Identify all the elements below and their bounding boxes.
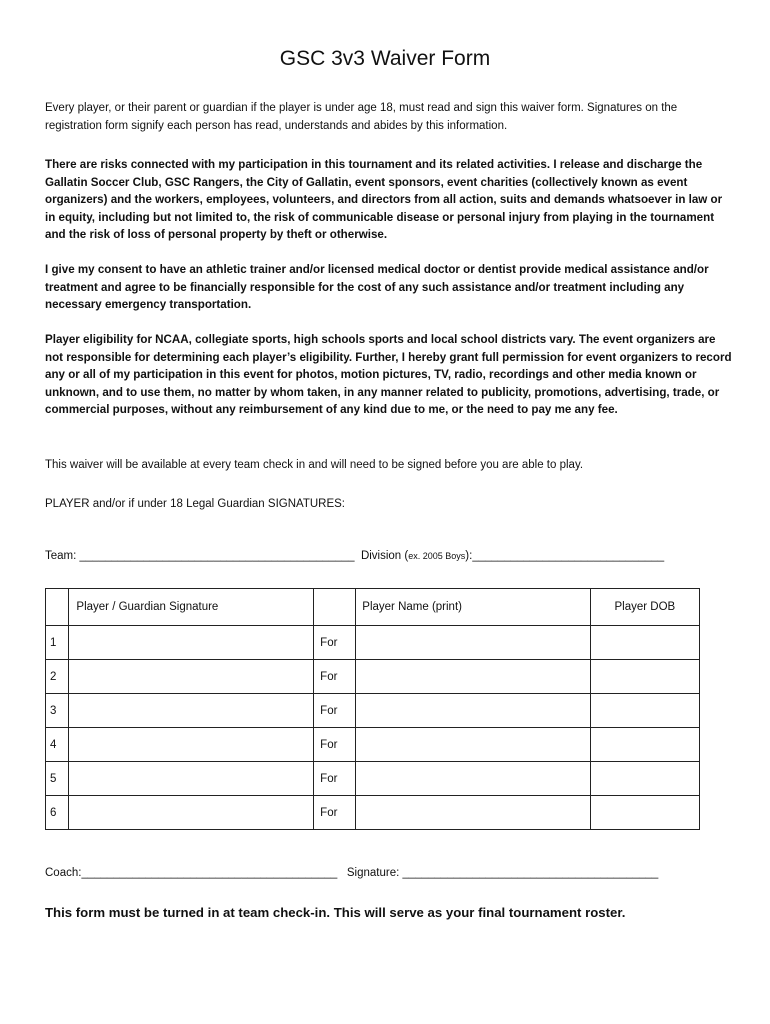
- player-name-cell[interactable]: [356, 660, 590, 694]
- signatures-heading: PLAYER and/or if under 18 Legal Guardian SIGNATURES:: [45, 498, 346, 510]
- eligibility-paragraph: Player eligibility for NCAA, collegiate sports, high schools sports and local school districts vary. The event organizers are not responsible for determining each player’s eligibility. Further, I hereby grant full permission for event organizers to record any or all of my participation in this event for photos, motion pictures, TV, radio, recordings and other media known or unknown, and to use them, no matter by whom taken, in any manner related to publicity, promotions, advertising, trade, or commercial purposes, without any reimbursement of any kind due to me, or the need to pay me any fee.: [45, 333, 732, 416]
- player-dob-cell[interactable]: [590, 762, 699, 796]
- row-number: 1: [46, 626, 69, 660]
- coach-label: Coach:: [45, 867, 82, 879]
- signature-label: Signature:: [346, 867, 403, 879]
- player-dob-cell[interactable]: [590, 796, 699, 830]
- signature-cell[interactable]: [69, 796, 314, 830]
- player-dob-cell[interactable]: [590, 660, 699, 694]
- team-division-line: [45, 550, 735, 562]
- team-label: Team:: [45, 550, 80, 562]
- medical-consent-paragraph: I give my consent to have an athletic trainer and/or licensed medical doctor or dentist provide medical assistance and/or treatment and agree to be financially responsible for the cost of any such assistance and/or treatment including any necessary emergency transportation.: [45, 263, 709, 311]
- release-paragraph: There are risks connected with my participation in this tournament and its related activities. I release and discharge the Gallatin Soccer Club, GSC Rangers, the City of Gallatin, event sponsors, event charities (collectively known as event organizers) and the workers, employees, volunteers, and directors from all action, suits and demands whatsoever in law or in equity, including but not limited to, the risk of communicable disease or personal injury from playing in the tournament and the risk of loss of personal property by theft or otherwise.: [45, 158, 723, 241]
- roster-table: [45, 588, 700, 830]
- for-label: For: [314, 660, 356, 694]
- division-example: ex. 2005 Boys: [408, 551, 466, 561]
- table-row: [46, 796, 700, 830]
- player-name-cell[interactable]: [356, 694, 590, 728]
- header-player-name: Player Name (print): [356, 589, 590, 626]
- table-row: [46, 660, 700, 694]
- row-number: 5: [46, 762, 69, 796]
- row-number: 6: [46, 796, 69, 830]
- row-number: 3: [46, 694, 69, 728]
- signature-cell[interactable]: [69, 694, 314, 728]
- coach-signature-input[interactable]: ________________________________________: [402, 867, 659, 879]
- intro-paragraph: Every player, or their parent or guardian if the player is under age 18, must read and sign this waiver form. Signatures on the registration form signify each person has read, understands and abides by this information.: [45, 102, 678, 132]
- page-title: GSC 3v3 Waiver Form: [279, 47, 491, 70]
- team-input[interactable]: ___________________________________________: [79, 550, 355, 562]
- coach-signature-line: [45, 867, 735, 879]
- player-name-cell[interactable]: [356, 796, 590, 830]
- table-row: [46, 728, 700, 762]
- division-label: Division (: [360, 550, 409, 562]
- header-signature: Player / Guardian Signature: [69, 589, 314, 626]
- header-player-dob: Player DOB: [590, 589, 699, 626]
- player-name-cell[interactable]: [356, 728, 590, 762]
- header-number: [46, 589, 69, 626]
- player-dob-cell[interactable]: [590, 694, 699, 728]
- signature-cell[interactable]: [69, 660, 314, 694]
- division-input[interactable]: ______________________________: [472, 550, 665, 562]
- coach-input[interactable]: ________________________________________: [81, 867, 338, 879]
- for-label: For: [314, 626, 356, 660]
- row-number: 2: [46, 660, 69, 694]
- division-label-suffix: ):: [465, 550, 473, 562]
- player-dob-cell[interactable]: [590, 626, 699, 660]
- final-note: This form must be turned in at team check-in. This will serve as your final tournament roster.: [45, 905, 626, 920]
- table-row: [46, 694, 700, 728]
- for-label: For: [314, 796, 356, 830]
- for-label: For: [314, 728, 356, 762]
- header-for: [314, 589, 356, 626]
- signature-cell[interactable]: [69, 626, 314, 660]
- table-row: [46, 626, 700, 660]
- roster-header-row: [46, 589, 700, 626]
- for-label: For: [314, 694, 356, 728]
- table-row: [46, 762, 700, 796]
- player-name-cell[interactable]: [356, 626, 590, 660]
- row-number: 4: [46, 728, 69, 762]
- availability-note: This waiver will be available at every team check in and will need to be signed before you are able to play.: [45, 459, 584, 471]
- for-label: For: [314, 762, 356, 796]
- signature-cell[interactable]: [69, 762, 314, 796]
- player-dob-cell[interactable]: [590, 728, 699, 762]
- player-name-cell[interactable]: [356, 762, 590, 796]
- signature-cell[interactable]: [69, 728, 314, 762]
